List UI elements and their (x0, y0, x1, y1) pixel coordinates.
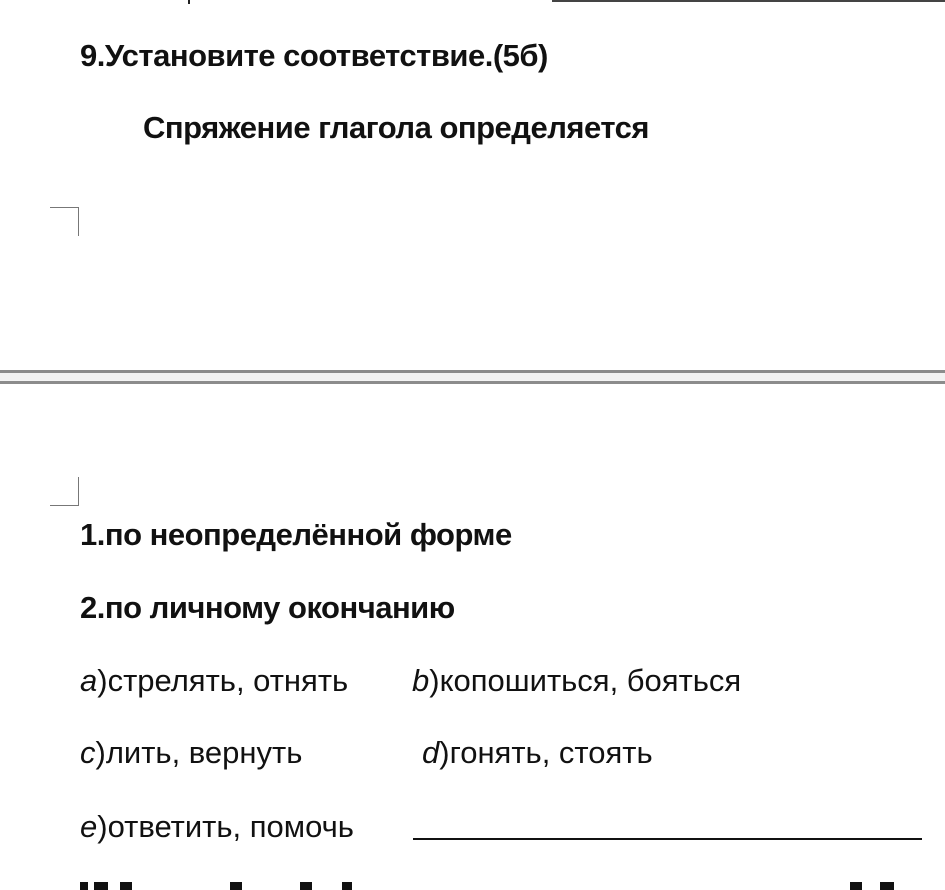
criterion-item: 1.по неопределённой форме (80, 517, 512, 552)
option-letter: b (412, 663, 430, 698)
option-letter: a (80, 663, 98, 698)
document-page-top (0, 0, 945, 370)
option-text: )гонять, стоять (439, 735, 653, 770)
question-subtitle: Спряжение глагола определяется (143, 110, 649, 145)
option-b (412, 662, 741, 700)
option-letter: d (422, 735, 440, 770)
answer-line (413, 838, 922, 840)
option-letter: e (80, 809, 98, 844)
option-c (80, 734, 302, 772)
option-e (80, 808, 354, 846)
criterion-item: 2.по личному окончанию (80, 590, 455, 625)
page-corner-mark-top (50, 207, 79, 236)
option-d (422, 734, 653, 772)
option-a (80, 662, 348, 700)
option-letter: c (80, 735, 96, 770)
cut-off-glyph (188, 0, 190, 4)
option-text: )ответить, помочь (97, 809, 354, 844)
page-corner-mark-bottom (50, 477, 79, 506)
option-text: )стрелять, отнять (97, 663, 349, 698)
page-break (0, 370, 945, 384)
question-title: 9.Установите соответствие.(5б) (80, 38, 548, 73)
option-text: )копошиться, бояться (429, 663, 742, 698)
option-text: )лить, вернуть (95, 735, 303, 770)
previous-answer-line (552, 0, 945, 2)
cut-off-next-question (80, 874, 920, 890)
